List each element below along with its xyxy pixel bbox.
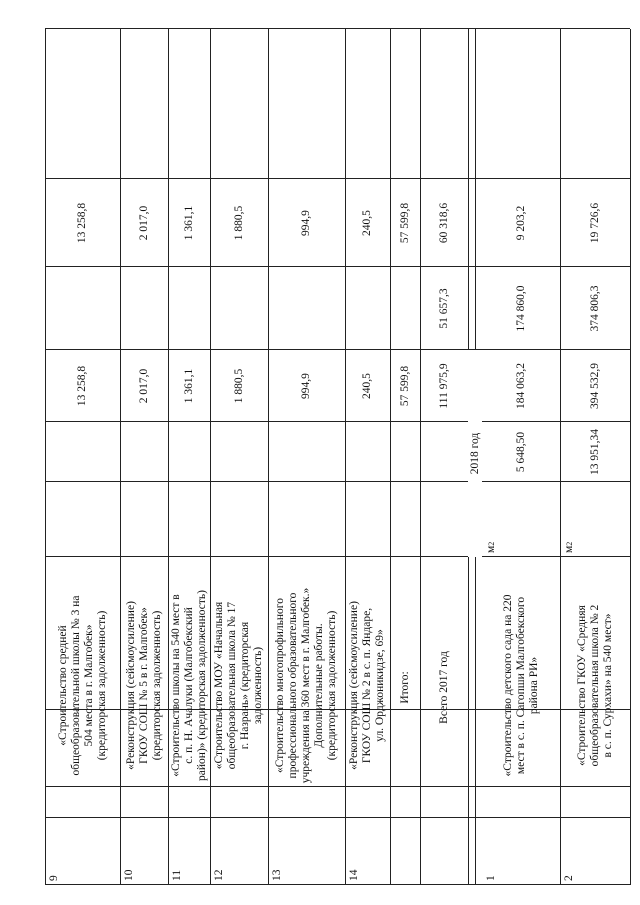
- total-cost: 2 017,0: [137, 368, 150, 404]
- unit-price: [168, 422, 210, 482]
- federal-funds: [45, 267, 120, 350]
- unit-label: м: [563, 545, 575, 553]
- unit-price: [268, 422, 345, 482]
- row-number: 10: [123, 869, 135, 881]
- unit-cell: [560, 482, 630, 557]
- object-name: «Строительство многопрофильного профессионального образовательного учреждения на 360 мест в г. Малгобек.» Дополнительные работы. (кредиторская задолженность): [274, 587, 338, 784]
- unit-price: 5 648,50: [514, 431, 527, 473]
- subtotal-total: 57 599,8: [398, 365, 411, 407]
- row-number: 12: [213, 869, 225, 881]
- federal-funds: [345, 267, 390, 350]
- object-name: «Строительство МОУ «Начальная общеобразовательная школа № 17 г. Назрань» (кредиторская задолженность): [213, 601, 264, 770]
- unit-cell: [482, 482, 560, 557]
- regional-funds: 13 258,8: [76, 202, 88, 244]
- total-cost: 1 880,5: [232, 368, 245, 404]
- object-name: «Строительство детского сада на 220 мест в с. п. Сагопши Малгобекского района РИ»: [501, 594, 540, 777]
- row-number: 9: [48, 875, 60, 881]
- object-name: «Строительство ГКОУ «Средняя общеобразовательная школа № 2 в с. п. Сурхахи» на 540 мест»: [575, 604, 614, 767]
- unit-price: 13 951,34: [588, 429, 601, 475]
- year-total-label: Всего 2017 год: [437, 651, 450, 724]
- unit-price: [210, 422, 268, 482]
- year-total-federal: 51 657,3: [437, 288, 450, 329]
- total-cost: 394 532,9: [588, 363, 601, 409]
- row-number: 14: [348, 869, 360, 881]
- row-line: [630, 29, 631, 885]
- unit-label: м: [485, 545, 497, 553]
- row-number: 11: [171, 869, 183, 881]
- regional-funds: 994,9: [300, 210, 312, 236]
- unit-price: [45, 422, 120, 482]
- year-total-total: 111 975,9: [437, 363, 450, 409]
- total-cost: 1 361,1: [182, 368, 195, 404]
- section-year-2018: 2018 год: [468, 350, 482, 557]
- federal-funds: [268, 267, 345, 350]
- subtotal-label: Итого:: [398, 671, 411, 704]
- regional-funds: 19 726,6: [588, 202, 601, 244]
- object-name: «Реконструкция (сейсмоусиление) ГКОУ СОШ № 2 в с. п. Яндаре, ул. Орджоникидзе, 69»: [348, 601, 386, 770]
- total-cost: 240,5: [361, 373, 373, 399]
- federal-funds: [168, 267, 210, 350]
- object-name: «Строительство школы на 540 мест в с. п. Н. Ачалуки (Малгобекский район)» (кредиторская задолженность): [169, 590, 208, 781]
- object-name: «Строительство средней общеобразовательной школы № 3 на 504 места в г. Малгобек» (кредиторская задолженность): [56, 595, 108, 776]
- federal-funds: 374 806,3: [588, 285, 601, 332]
- unit-superscript: 2: [487, 541, 496, 546]
- federal-funds: [210, 267, 268, 350]
- unit-price: [120, 422, 168, 482]
- row-number: 2: [563, 875, 575, 881]
- year-total-regional: 60 318,6: [437, 202, 450, 244]
- total-cost: 13 258,8: [76, 365, 88, 407]
- unit-superscript: 2: [565, 541, 574, 546]
- regional-funds: 1 361,1: [182, 205, 195, 241]
- column-line: [45, 28, 630, 29]
- federal-funds: [120, 267, 168, 350]
- regional-funds: 9 203,2: [514, 205, 527, 241]
- federal-funds: 174 860,0: [514, 285, 527, 332]
- unit-price: [345, 422, 390, 482]
- regional-funds: 240,5: [361, 210, 373, 236]
- object-name: «Реконструкция (сейсмоусиление) ГКОУ СОШ № 5 в г. Малгобек» (кредиторская задолженность): [124, 601, 163, 770]
- row-number: 1: [485, 875, 497, 881]
- total-cost: 994,9: [300, 373, 312, 399]
- regional-funds: 2 017,0: [137, 205, 150, 241]
- subtotal-regional: 57 599,8: [398, 202, 411, 244]
- regional-funds: 1 880,5: [232, 205, 245, 241]
- row-number: 13: [271, 869, 283, 881]
- total-cost: 184 063,2: [514, 363, 527, 409]
